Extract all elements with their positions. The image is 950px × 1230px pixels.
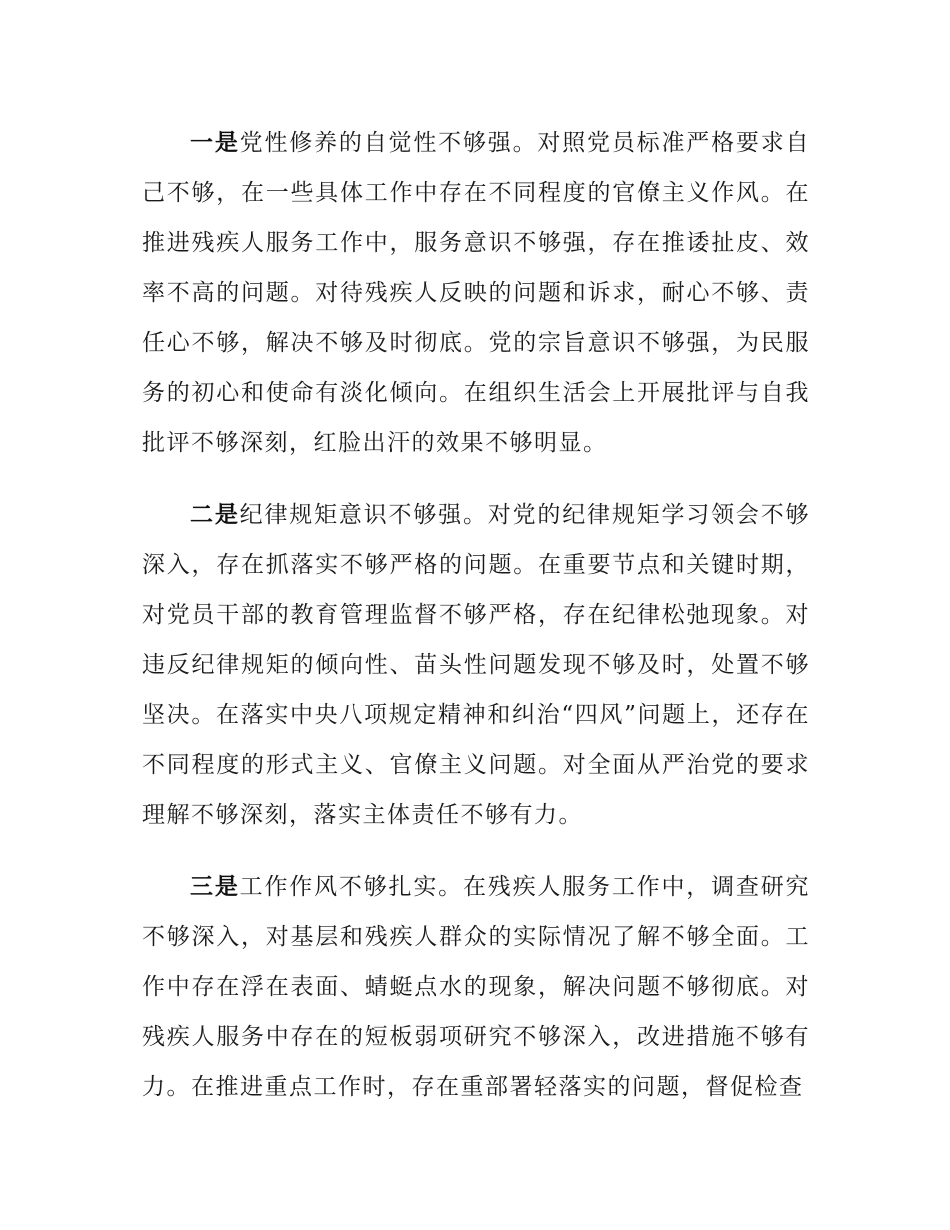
paragraph-one-lead: 一是 <box>190 130 240 156</box>
paragraph-one <box>142 118 810 468</box>
paragraph-two-text: 纪律规矩意识不够强。对党的纪律规矩学习领会不够深入，存在抓落实不够严格的问题。在重要节点和关键时期，对党员干部的教育管理监督不够严格，存在纪律松弛现象。对违反纪律规矩的倾向性、苗头性问题发现不够及时，处置不够坚决。在落实中央八项规定精神和纠治“四风”问题上，还存在不同程度的形式主义、官僚主义问题。对全面从严治党的要求理解不够深刻，落实主体责任不够有力。 <box>142 502 810 828</box>
paragraph-two-lead: 二是 <box>190 502 240 528</box>
paragraph-three-lead: 三是 <box>190 874 240 900</box>
paragraph-three <box>142 862 810 1112</box>
paragraph-one-text: 党性修养的自觉性不够强。对照党员标准严格要求自己不够，在一些具体工作中存在不同程度的官僚主义作风。在推进残疾人服务工作中，服务意识不够强，存在推诿扯皮、效率不高的问题。对待残疾人反映的问题和诉求，耐心不够、责任心不够，解决不够及时彻底。党的宗旨意识不够强，为民服务的初心和使命有淡化倾向。在组织生活会上开展批评与自我批评不够深刻，红脸出汗的效果不够明显。 <box>142 130 810 456</box>
document-body <box>142 118 810 1134</box>
paragraph-two <box>142 490 810 840</box>
paragraph-three-text: 工作作风不够扎实。在残疾人服务工作中，调查研究不够深入，对基层和残疾人群众的实际情况了解不够全面。工作中存在浮在表面、蜻蜓点水的现象，解决问题不够彻底。对残疾人服务中存在的短板弱项研究不够深入，改进措施不够有力。在推进重点工作时，存在重部署轻落实的问题，督促检查 <box>142 874 810 1100</box>
